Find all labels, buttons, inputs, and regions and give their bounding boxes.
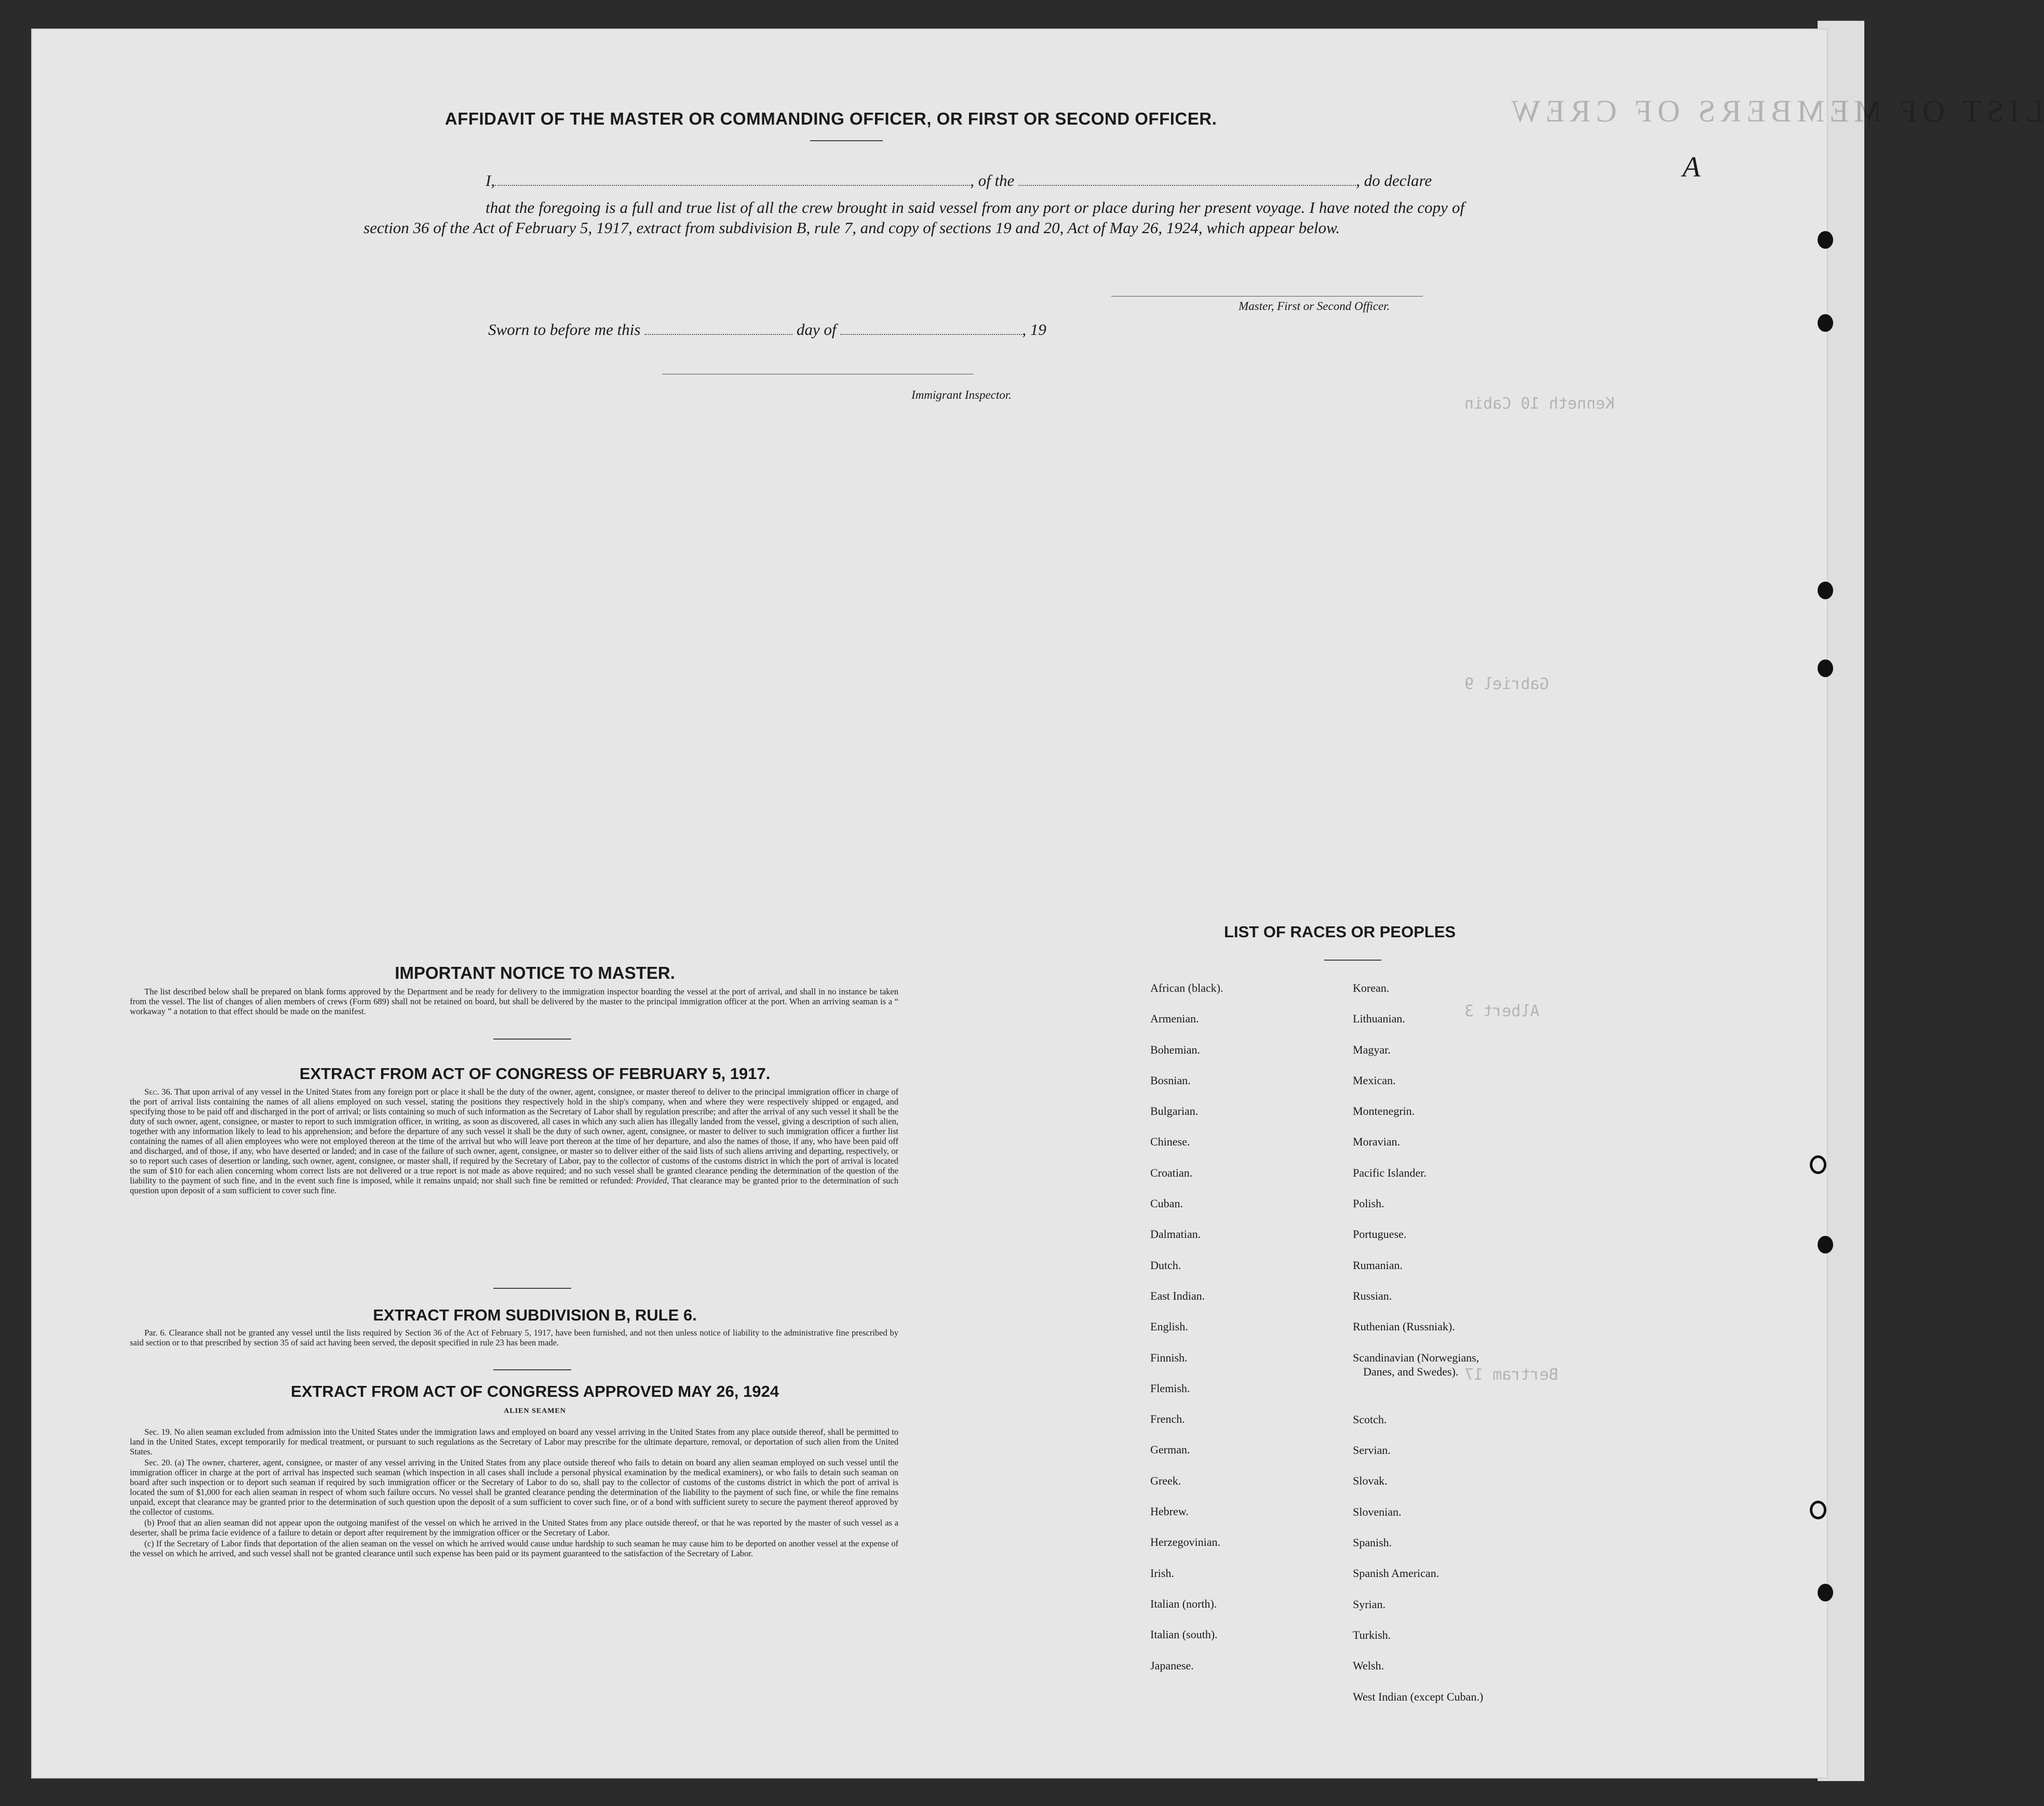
sworn-month-field[interactable] (840, 334, 1022, 335)
punch-hole (1818, 1236, 1833, 1254)
race-item: Bohemian. (1150, 1043, 1200, 1056)
race-item: Moravian. (1353, 1135, 1401, 1149)
race-item: Pacific Islander. (1353, 1166, 1427, 1179)
affidavit-title: AFFIDAVIT OF THE MASTER OR COMMANDING OFFICER, OR FIRST OR SECOND OFFICER. (445, 109, 1217, 128)
punch-hole (1810, 1155, 1826, 1174)
race-item: Flemish. (1150, 1381, 1190, 1395)
sec-36-label: Sec. 36. (144, 1087, 172, 1097)
race-item: Turkish. (1353, 1628, 1391, 1641)
bleed-through-decoration: LIST OF MEMBERS OF CREW (1506, 94, 2044, 128)
sworn-year-label: , 19 (1022, 320, 1046, 339)
race-item: Montenegrin. (1353, 1104, 1415, 1118)
sec-19-paragraph: Sec. 19. No alien seaman excluded from admission into the United States under the immigration laws and employed on board any vessel arriving in the United States from any place outside thereof, shall be permitted to land in the United States, except temporarily for medical treatment, or pursuant to such regulations as the Secretary of Labor may prescribe for the ultimate departure, removal, or deportation of such alien from the United States. (130, 1427, 898, 1457)
race-item: German. (1150, 1443, 1190, 1457)
race-item: Korean. (1353, 981, 1390, 994)
race-item: Irish. (1150, 1566, 1174, 1580)
proviso-text: That clearance may be granted prior to the determination of such question upon deposit of a sum sufficient to cover such fine. (130, 1176, 898, 1195)
punch-hole (1818, 231, 1833, 249)
master-name-field[interactable] (495, 185, 970, 186)
margin-mark: A (1683, 151, 1701, 183)
master-signature-label: Master, First or Second Officer. (1239, 300, 1390, 313)
notice-body (130, 987, 898, 1017)
race-item: Italian (south). (1150, 1628, 1218, 1641)
race-item: Portuguese. (1353, 1228, 1407, 1241)
race-item: Finnish. (1150, 1351, 1188, 1364)
vessel-name-field[interactable] (1018, 185, 1356, 186)
section-divider (493, 1288, 571, 1289)
races-right-column (1353, 981, 1483, 1721)
race-item: East Indian. (1150, 1289, 1205, 1302)
extract-1924-body (130, 1427, 898, 1559)
race-item: Lithuanian. (1353, 1012, 1405, 1026)
race-item: Slovenian. (1353, 1505, 1402, 1518)
sec-20b-paragraph: (b) Proof that an alien seaman did not appear upon the outgoing manifest of the vessel on which he arrived in the United States from any place outside thereof, or that he was reported by the master of such vessel as a deserter, shall be prima facie evidence of a failure to detain or deport after requirement by the immigration officer or the Secretary of Labor. (130, 1518, 898, 1538)
races-title: LIST OF RACES OR PEOPLES (1223, 923, 1456, 941)
race-item: West Indian (except Cuban.) (1353, 1690, 1484, 1703)
affidavit-declare-label: , do declare (1356, 171, 1432, 190)
race-item: English. (1150, 1320, 1188, 1333)
race-item: Polish. (1353, 1197, 1384, 1210)
bleed-through-decoration: Kenneth 10 Cabin (1464, 395, 1615, 413)
affidavit-body: that the foregoing is a full and true list of all the crew brought in said vessel from any port or place during her present voyage. I have noted the copy of section 36 of the Act of February 5, 1917, extract from subdivision B, rule 7, and copy of sections 19 and 20, Act of May 26, 1924, which appear below. (364, 198, 1464, 237)
affidavit-line1 (486, 171, 1432, 190)
extract-rule6-body (130, 1328, 898, 1349)
extract-1917-title: EXTRACT FROM ACT OF CONGRESS OF FEBRUARY 5, 1917. (299, 1064, 771, 1083)
race-item: Spanish. (1353, 1536, 1392, 1549)
sworn-prefix: Sworn to before me this (488, 320, 641, 339)
race-item: Scandinavian (Norwegians, (1353, 1351, 1480, 1364)
sworn-day-of-label: day of (796, 320, 837, 339)
bleed-through-decoration: Bertram 17 (1464, 1366, 1558, 1384)
extract-1917-paragraph (130, 1087, 898, 1195)
section-divider (493, 1039, 571, 1040)
race-item: Danes, and Swedes). (1363, 1365, 1459, 1378)
punch-hole (1810, 1501, 1826, 1519)
extract-rule6-title: EXTRACT FROM SUBDIVISION B, RULE 6. (373, 1306, 697, 1324)
race-item: Russian. (1353, 1289, 1392, 1302)
sec-20a-paragraph: Sec. 20. (a) The owner, charterer, agent, consignee, or master of any vessel arriving in the United States from any place outside thereof who fails to detain on board any alien seaman employed on such vessel until the immigration officer in charge at the port of arrival has inspected such seaman (which inspection in all cases shall include a personal physical examination by the medical examiners), or who fails to detain such seaman on board after such inspection or to deport such seaman if required by such immigration officer or the Secretary of Labor to do so, shall pay to the collector of customs of the customs district in which the port of arrival is located the sum of $1,000 for each alien seaman in respect of whom such failure occurs. No vessel shall be granted clearance pending the determination of the liability to the payment of such fine, or while the fine remains unpaid, except that clearance may be granted prior to the determination of such question upon the deposit of a sum sufficient to cover such fine, or of a bond with sufficient surety to secure the payment thereof approved by the collector of customs. (130, 1458, 898, 1517)
race-item: Cuban. (1150, 1197, 1183, 1210)
race-item: Rumanian. (1353, 1258, 1403, 1272)
race-item: Servian. (1353, 1444, 1391, 1457)
race-item: Bosnian. (1150, 1073, 1191, 1087)
affidavit-i-label: I, (486, 171, 495, 190)
race-item: Bulgarian. (1150, 1104, 1199, 1118)
rule6-paragraph: Par. 6. Clearance shall not be granted any vessel until the lists required by Section 36 of the Act of February 5, 1917, have been furnished, and not then unless notice of liability to the administrative fine prescribed by said section or to that prescribed by section 35 of said act having been served, the deposit specified in rule 23 has been made. (130, 1328, 898, 1347)
punch-hole (1818, 582, 1833, 599)
race-item: Chinese. (1150, 1135, 1190, 1149)
sec-36-text: That upon arrival of any vessel in the United States from any foreign port or place it shall be the duty of the owner, agent, consignee, or master thereof to deliver to the principal immigration officer in charge of the port of arrival lists containing the names of all aliens employed on such vessel, stating the positions they respectively hold in the ship's company, when and where they were respectively shipped or engaged, and specifying those to be paid off and discharged in the port of arrival; or lists containing so much of such information as the Secretary of Labor shall by regulation prescribe; and after the arrival of any such vessel it shall be the duty of such owner, agent, consignee, or master to report to such immigration officer, in writing, as soon as discovered, all cases in which any such alien has illegally landed from the vessel, giving a description of such alien, together with any information likely to lead to his apprehension; and before the departure of any such vessel it shall be the duty of such owner, agent, consignee, or master to deliver to such immigration officer a further list containing the names of all alien employees who were not employed thereon at the time of the arrival but who will leave port thereon at the time of her departure, and also the names of those, if any, who have been paid off and discharged, and of those, if any, who have deserted or landed; and in case of the failure of such owner, agent, consignee, or master so to deliver either of the said lists of such aliens arriving and departing, respectively, or so to report such cases of desertion or landing, such owner, agent, consignee, or master shall, if required by the Secretary of Labor, pay to the collector of customs of the customs district in which the port of arrival is located the sum of $10 for each alien concerning whom correct lists are not delivered or a true report is not made as above required; and no such vessel shall be granted clearance pending the determination of the question of the liability to the payment of such fine, and in the event such fine is imposed, while it remains unpaid; nor shall such fine be remitted or refunded: (130, 1087, 898, 1185)
notice-paragraph: The list described below shall be prepared on blank forms approved by the Department and be ready for delivery to the immigration inspector boarding the vessel at the port of arrival, and shall in no instance be taken from the vessel. The list of changes of alien members of crews (Form 689) shall not be retained on board, but shall be delivered by the master to the principal immigration officer at the port. When an arriving seaman is a “ workaway ” a notation to that effect should be made on the manifest. (130, 987, 898, 1016)
race-item: Spanish American. (1353, 1567, 1440, 1580)
race-item: Syrian. (1353, 1597, 1386, 1611)
bleed-through-decoration: Gabriel 9 (1464, 675, 1549, 693)
punch-hole (1818, 314, 1833, 332)
notice-title: IMPORTANT NOTICE TO MASTER. (395, 963, 675, 982)
race-item: Dalmatian. (1150, 1228, 1201, 1241)
section-divider (493, 1369, 571, 1370)
punch-hole (1818, 1584, 1833, 1601)
race-item: Ruthenian (Russniak). (1353, 1320, 1455, 1333)
race-item: Italian (north). (1150, 1597, 1217, 1610)
inspector-label: Immigrant Inspector. (911, 388, 1012, 401)
punch-hole (1818, 659, 1833, 677)
sworn-line (488, 320, 1046, 339)
race-item: African (black). (1150, 981, 1223, 994)
extract-1924-title: EXTRACT FROM ACT OF CONGRESS APPROVED MAY 26, 1924 (291, 1382, 779, 1400)
race-item: Magyar. (1353, 1043, 1391, 1056)
races-left-column (1150, 981, 1223, 1690)
race-item: Herzegovinian. (1150, 1535, 1220, 1549)
sworn-day-field[interactable] (644, 334, 792, 335)
race-item: Armenian. (1150, 1012, 1199, 1026)
sec-20c-paragraph: (c) If the Secretary of Labor finds that deportation of the alien seaman on the vessel on which he arrived would cause undue hardship to such seaman he may cause him to be deported on another vessel at the expense of the vessel on which he arrived, and such vessel shall not be granted clearance until such expense has been paid or its payment guaranteed to the satisfaction of the Secretary of Labor. (130, 1539, 898, 1558)
race-item: Greek. (1150, 1474, 1181, 1487)
bleed-through-decoration: Albert 3 (1464, 1002, 1540, 1020)
race-item: Croatian. (1150, 1166, 1193, 1179)
race-item: Hebrew. (1150, 1505, 1189, 1518)
race-item: Japanese. (1150, 1659, 1194, 1672)
extract-1917-body (130, 1087, 898, 1196)
affidavit-of-the-label: , of the (970, 171, 1015, 190)
race-item: French. (1150, 1412, 1185, 1426)
proviso-word: Provided, (636, 1176, 669, 1185)
race-item: Welsh. (1353, 1659, 1384, 1673)
race-item: Slovak. (1353, 1474, 1388, 1488)
race-item: Mexican. (1353, 1073, 1396, 1087)
alien-seamen-subtitle: ALIEN SEAMEN (504, 1407, 566, 1415)
race-item: Dutch. (1150, 1258, 1181, 1272)
races-title-underline (1324, 960, 1381, 961)
title-underline (810, 140, 883, 141)
race-item: Scotch. (1353, 1412, 1387, 1426)
